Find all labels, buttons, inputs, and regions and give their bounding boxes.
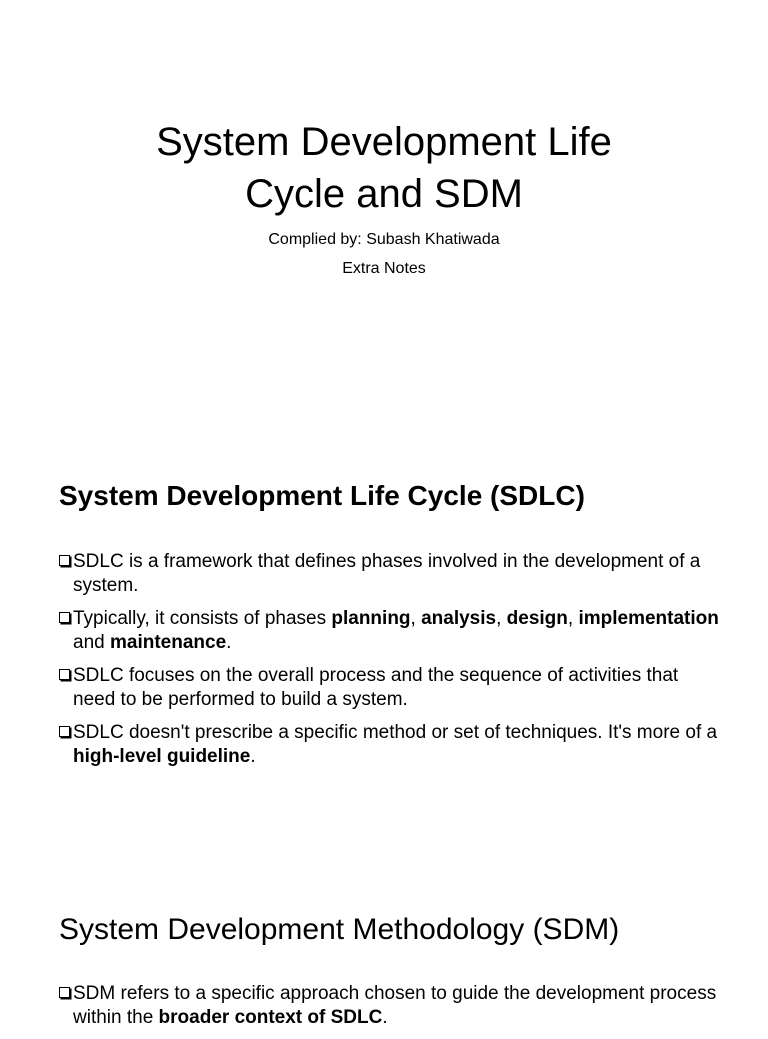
bullet-bold-planning: planning	[331, 608, 411, 629]
sdlc-bullet-4	[59, 721, 719, 769]
bullet-bold-broader-context: broader context of SDLC	[158, 1007, 383, 1028]
bullet-text-part: ,	[410, 608, 422, 629]
title-line-2: Cycle and SDM	[245, 172, 523, 216]
bullet-text-part: Typically, it consists of phases	[73, 608, 332, 629]
bullet-text-part: .	[382, 1007, 388, 1028]
checkbox-bullet-icon	[59, 669, 70, 680]
bullet-bold-analysis: analysis	[421, 608, 497, 629]
bullet-text-part: ,	[496, 608, 507, 629]
title-line-1: System Development Life	[156, 120, 612, 164]
sdlc-slide	[0, 455, 768, 895]
bullet-bold-design: design	[506, 608, 568, 629]
bullet-text-part: SDM refers to a specific approach chosen to guide the development process within the	[73, 983, 717, 1028]
sdlc-bullet-list	[59, 550, 719, 778]
bullet-text	[73, 608, 719, 653]
bullet-bold-implementation: implementation	[578, 608, 719, 629]
checkbox-bullet-icon	[59, 612, 70, 623]
bullet-text: SDLC focuses on the overall process and the sequence of activities that need to be performed to build a system.	[73, 665, 679, 710]
sdlc-bullet-2	[59, 607, 719, 655]
bullet-text-part: and	[73, 632, 110, 653]
sdlc-bullet-1	[59, 550, 719, 598]
bullet-bold-guideline: high-level guideline	[73, 746, 251, 767]
bullet-text: SDLC is a framework that defines phases involved in the development of a system.	[73, 551, 701, 596]
bullet-text	[73, 983, 716, 1028]
bullet-text-part: .	[226, 632, 232, 653]
sdm-slide	[0, 895, 768, 1028]
bullet-bold-maintenance: maintenance	[109, 632, 227, 653]
sdm-bullet-1	[59, 982, 719, 1030]
sdlc-bullet-3	[59, 664, 719, 712]
bullet-text-part: ,	[567, 608, 579, 629]
sdm-bullet-list	[59, 982, 719, 1039]
checkbox-bullet-icon	[59, 987, 70, 998]
subtitle-extra-notes: Extra Notes	[342, 260, 426, 277]
bullet-text-part: .	[250, 746, 256, 767]
bullet-text	[73, 722, 717, 767]
author-credit: Complied by: Subash Khatiwada	[268, 231, 500, 248]
checkbox-bullet-icon	[59, 555, 70, 566]
bullet-text-part: SDLC doesn't prescribe a specific method or set of techniques. It's more of a	[73, 722, 718, 743]
sdlc-heading: System Development Life Cycle (SDLC)	[59, 480, 585, 511]
title-slide	[0, 0, 768, 455]
sdm-heading: System Development Methodology (SDM)	[59, 913, 620, 946]
checkbox-bullet-icon	[59, 726, 70, 737]
slide-main-title	[0, 116, 768, 220]
